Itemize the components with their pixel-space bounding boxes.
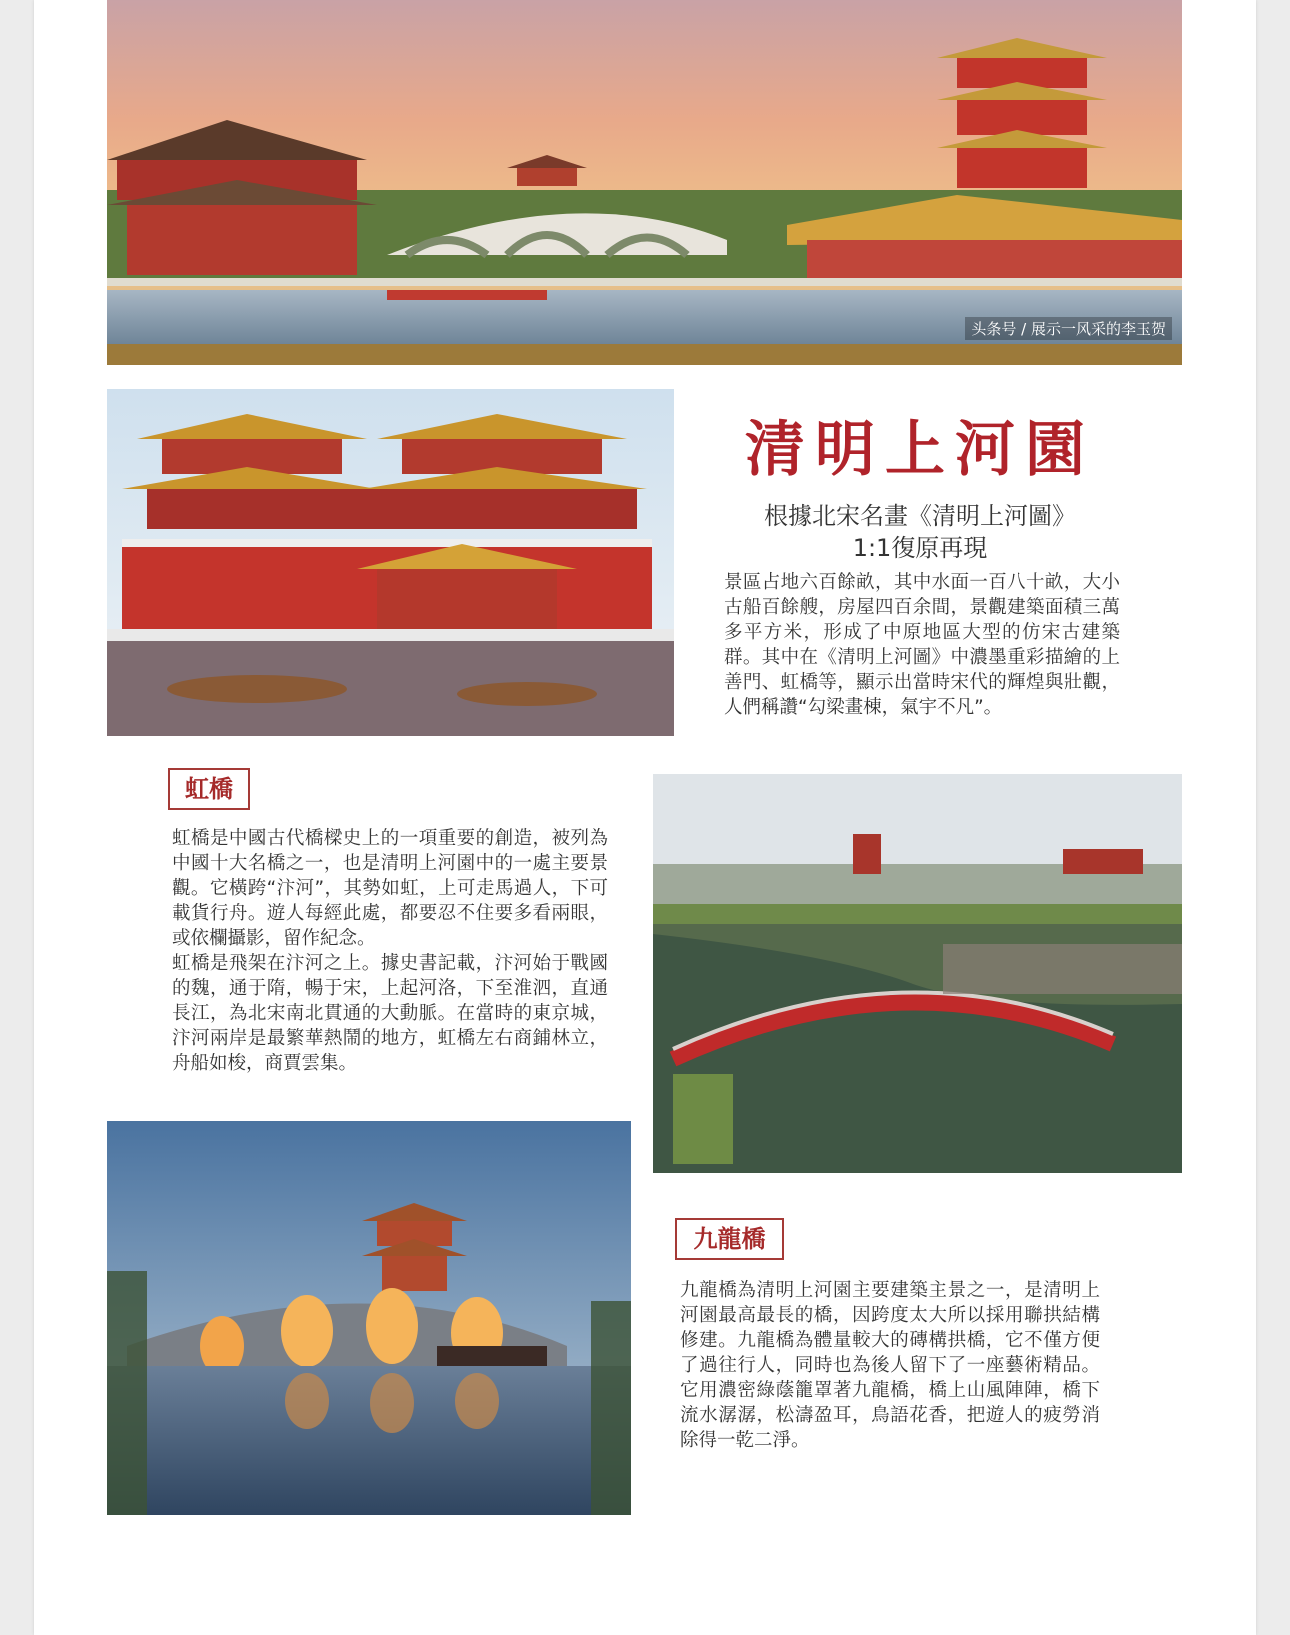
subtitle-line1: 根據北宋名畫《清明上河圖》 <box>764 502 1076 530</box>
page-title: 清明上河園 <box>745 415 1095 485</box>
hongqiao-paragraph-2: 虹橋是飛架在汴河之上。據史書記載，汴河始于戰國的魏，通于隋，暢于宋，上起河洛，下至淮泗，直通長江，為北宋南北貫通的大動脈。在當時的東京城，汴河兩岸是最繁華熱鬧的地方，虹橋左右商鋪林立，舟船如梭，商賈雲集。 <box>172 953 608 1074</box>
photo-credit: 头条号 / 展示一风采的李玉贺 <box>965 317 1172 340</box>
hongqiao-paragraph-1: 虹橋是中國古代橋樑史上的一項重要的創造，被列為中國十大名橋之一，也是清明上河園中的一處主要景觀。它橫跨“汴河”，其勢如虹，上可走馬過人，下可載貨行舟。遊人每經此處，都要忍不住要多看兩眼，或依欄攝影，留作紀念。 <box>172 828 608 949</box>
banner-photo <box>107 0 1182 344</box>
rainbow-bridge-photo <box>653 774 1182 1173</box>
section-tag-hongqiao: 虹橋 <box>168 768 250 810</box>
section-tag-jiulongqiao: 九龍橋 <box>675 1218 784 1260</box>
nine-dragon-bridge-photo <box>107 1121 631 1515</box>
intro-paragraph: 景區占地六百餘畝，其中水面一百八十畝，大小古船百餘艘，房屋四百余間，景觀建築面積三萬多平方米，形成了中原地區大型的仿宋古建築群。其中在《清明上河圖》中濃墨重彩描繪的上善門、虹橋等，顯示出當時宋代的輝煌與壯觀，人們稱讚“勾梁畫棟，氣宇不凡”。 <box>724 572 1120 718</box>
palace-photo <box>107 389 674 736</box>
banner-divider-bar <box>107 344 1182 365</box>
jiulongqiao-paragraph: 九龍橋為清明上河園主要建築主景之一，是清明上河園最高最長的橋，因跨度太大所以採用聯拱結構修建。九龍橋為體量較大的磚構拱橋，它不僅方便了過往行人，同時也為後人留下了一座藝術精品。它用濃密綠蔭籠罩著九龍橋，橋上山風陣陣，橋下流水潺潺，松濤盈耳，鳥語花香，把遊人的疲勞消除得一乾二淨。 <box>680 1280 1100 1451</box>
subtitle-line2: 1:1復原再現 <box>852 534 988 562</box>
